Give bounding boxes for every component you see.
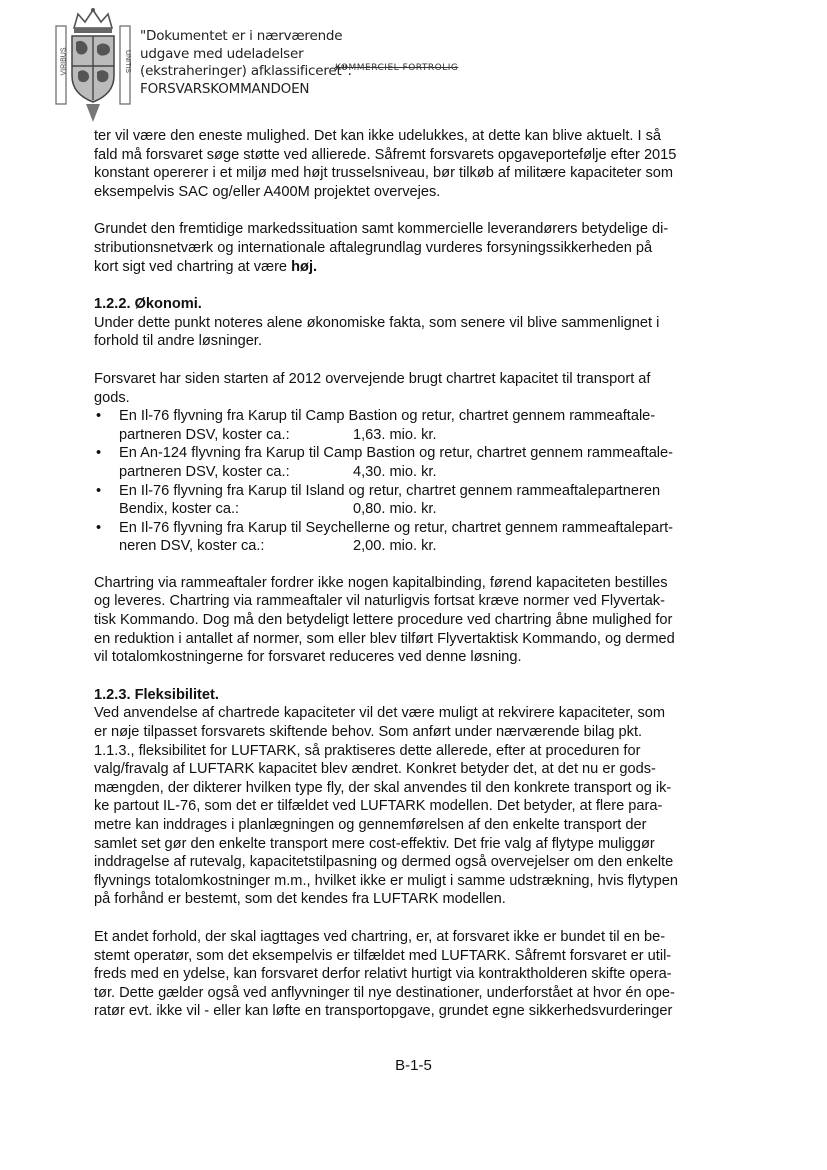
framework-paragraph xyxy=(94,574,742,667)
text-line: Et andet forhold, der skal iagttages ved chartring, er, at forsvaret ikke er bundet til en be- xyxy=(94,928,666,945)
text-line: freds med en ydelse, kan forsvaret derfor relativt hurtigt via kontraktholderen skifte opera- xyxy=(94,966,672,983)
text-line: konstant opererer i et miljø med højt trusselsniveau, bør tilkøb af militære kapaciteter som xyxy=(94,165,674,182)
text-line: • En An-124 flyvning fra Karup til Camp Bastion og retur, chartret gennem rammeaftale- xyxy=(119,445,674,462)
stamp-line: (ekstraheringer) afklassificeret". xyxy=(140,63,352,79)
seal-motto-left: VIRIBUS xyxy=(60,47,68,76)
text-line: på forhånd er bestemt, som det kendes fra LUFTARK modellen. xyxy=(94,891,506,908)
text-line: metre kan inddrages i planlægningen og gennemførelsen af den enkelte transport der xyxy=(94,817,647,833)
text-line: • En Il-76 flyvning fra Karup til Island og retur, chartret gennem rammeaftalepartneren xyxy=(119,482,661,499)
section-heading-economy: 1.2.2. Økonomi. xyxy=(94,296,202,313)
text-line: samlet set gør den enkelte transport mere cost-effektiv. Det frie valg af flytype muliggør xyxy=(94,835,655,852)
text-line: er nøje tilpasset forsvarets skiftende behov. Som anført under nærværende bilag pkt. xyxy=(94,724,643,741)
list-item xyxy=(94,407,742,444)
text-line: Under dette punkt noteres alene økonomiske fakta, som senere vil blive sammenlignet i xyxy=(94,314,660,331)
text-line: gods. xyxy=(94,389,130,406)
stamp-line: udgave med udeladelser xyxy=(140,45,304,62)
text-span: Bendix, koster ca.: xyxy=(119,501,240,518)
royal-seal-stamp xyxy=(52,6,134,124)
text-line: 1.1.3., fleksibilitet for LUFTARK, så praktiseres dette allerede, efter at proceduren for xyxy=(94,742,641,759)
text-span: partneren DSV, koster ca.: xyxy=(119,426,290,443)
operator-paragraph xyxy=(94,928,742,1021)
text-line: Chartring via rammeaftaler fordrer ikke nogen kapitalbinding, førend kapaciteten bestilles xyxy=(94,574,668,591)
supply-paragraph xyxy=(94,220,742,276)
text-line: tør. Dette gælder også ved anflyvninger til nye destinationer, underforstået at hvor én ope- xyxy=(94,984,675,1001)
cost-list xyxy=(94,407,742,556)
text-line: Ved anvendelse af chartrede kapaciteter vil det være muligt at rekvirere kapaciteter, som xyxy=(94,705,666,722)
page-number: B-1-5 xyxy=(395,1057,432,1074)
text-line: tisk Kommando. Dog må den betydeligt lettere procedure ved chartring åbne mulighed for xyxy=(94,612,673,629)
text-line: flyvnings totalomkostninger m.m., hvilket ikke er muligt i samme udstrækning, hvis flytypen xyxy=(94,872,678,889)
stamp-line: FORSVARSKOMMANDOEN xyxy=(140,80,310,97)
text-span: neren DSV, koster ca.: xyxy=(119,538,265,555)
text-line: mængden, der dikterer hvilken type fly, der skal anvendes til den konkrete transport og ik- xyxy=(94,779,672,796)
text-span: kort sigt ved chartring at være xyxy=(94,258,292,275)
list-item xyxy=(94,519,742,556)
text-line: Forsvaret har siden starten af 2012 overvejende brugt chartret kapacitet til transport af xyxy=(94,370,651,387)
stamp-line: "Dokumentet er i nærværende xyxy=(140,28,343,44)
intro-paragraph xyxy=(94,127,742,201)
text-line: • En Il-76 flyvning fra Karup til Seychellerne og retur, chartret gennem rammeaftalepart- xyxy=(119,519,674,536)
flexibility-paragraph xyxy=(94,704,742,909)
text-line xyxy=(119,500,742,519)
text-line: ratør evt. ikke vil - eller kan løfte en transportopgave, grundet egne sikkerhedsvurderinger xyxy=(94,1003,673,1020)
economy-since xyxy=(94,370,742,407)
text-line: Grundet den fremtidige markedssituation samt kommercielle leverandørers betydelige di- xyxy=(94,221,669,238)
text-span: partneren DSV, koster ca.: xyxy=(119,463,290,480)
text-line: ke partout IL-76, som det er tilfældet ved LUFTARK modellen. Det betyder, at flere para- xyxy=(94,798,663,815)
seal-motto-right: UNITIS xyxy=(123,50,131,73)
text-line: og leveres. Chartring via rammeaftaler vil naturligvis fortsat kræve normer ved Flyvertak- xyxy=(94,593,665,610)
struck-classification: KOMMERCIEL FORTROLIG xyxy=(335,63,459,73)
text-line: inddragelse af rutevalg, kapacitetstilpasning og dermed også overvejelser om den enkelte xyxy=(94,854,674,871)
list-item xyxy=(94,482,742,519)
text-line: eksempelvis SAC og/eller A400M projektet overvejes. xyxy=(94,183,441,200)
section-heading-flexibility: 1.2.3. Fleksibilitet. xyxy=(94,686,219,703)
document-body xyxy=(94,127,742,1040)
text-line: valg/fravalg af LUFTARK kapacitet blev ændret. Konkret betyder det, at det nu er gods- xyxy=(94,761,656,778)
text-line: vil totalomkostningerne for forsvaret reduceres ved denne løsning. xyxy=(94,649,522,666)
economy-intro xyxy=(94,314,742,351)
cost-value: 4,30. mio. kr. xyxy=(353,463,437,480)
text-line: • En Il-76 flyvning fra Karup til Camp Bastion og retur, chartret gennem rammeaftale- xyxy=(119,408,656,425)
text-line: stemt operatør, som det eksempelvis er tilfældet med LUFTARK. Såfremt forsvaret er util- xyxy=(94,947,672,964)
cost-value: 0,80. mio. kr. xyxy=(353,501,437,518)
text-line xyxy=(94,258,742,277)
bold-text: høj xyxy=(291,258,313,275)
text-line xyxy=(119,537,742,556)
declassification-stamp xyxy=(140,28,352,98)
text-span: . xyxy=(313,258,318,275)
text-line: ter vil være den eneste mulighed. Det kan ikke udelukkes, at dette kan blive aktuelt. I så xyxy=(94,128,662,144)
text-line: en reduktion i antallet af normer, som eller blev tilført Flyvertaktisk Kommando, og dermed xyxy=(94,630,675,647)
text-line: stributionsnetværk og internationale aftalegrundlag vurderes forsyningssikkerheden på xyxy=(94,239,653,256)
text-line: forhold til andre løsninger. xyxy=(94,333,262,350)
text-line: fald må forsvaret søge støtte ved allierede. Såfremt forsvarets opgaveportefølje efter 2015 xyxy=(94,146,677,163)
text-line xyxy=(119,426,742,445)
cost-value: 1,63. mio. kr. xyxy=(353,426,437,443)
text-line xyxy=(119,463,742,482)
cost-value: 2,00. mio. kr. xyxy=(353,538,437,555)
list-item xyxy=(94,444,742,481)
